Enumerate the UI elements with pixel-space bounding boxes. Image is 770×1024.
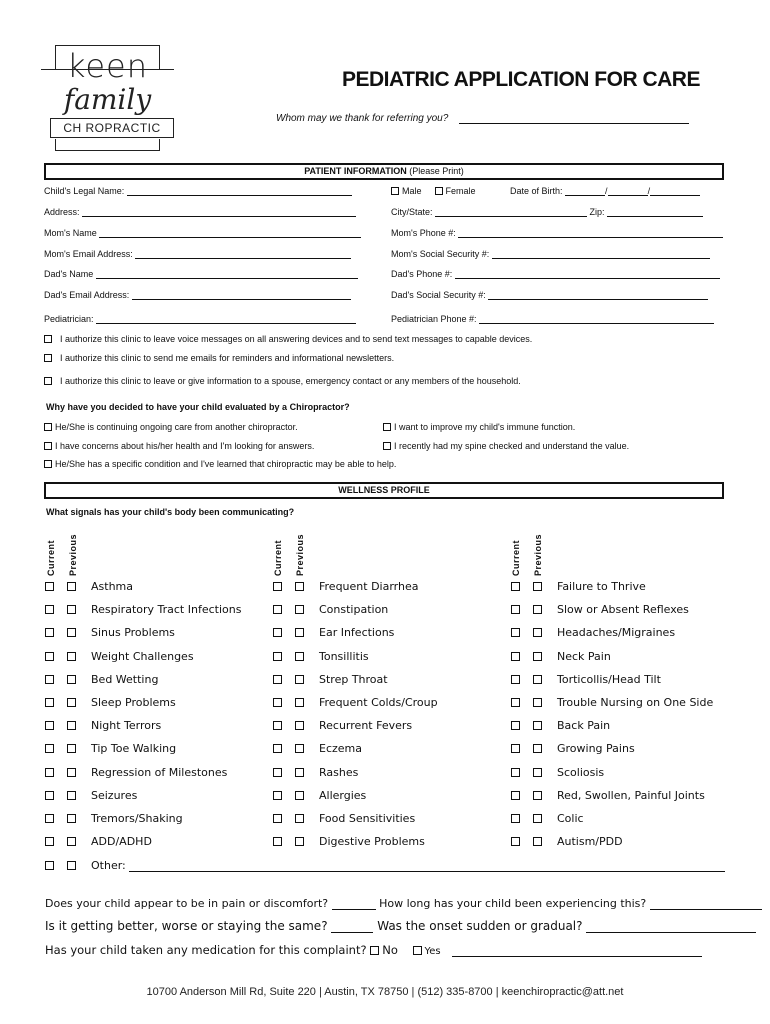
moms-name-row [44,228,361,238]
condition-previous-checkbox[interactable] [67,744,76,753]
female-label: Female [445,186,476,196]
reason-1-checkbox[interactable] [44,423,52,431]
condition-current-checkbox[interactable] [45,721,54,730]
followup-row-2 [45,919,756,933]
condition-current-checkbox[interactable] [45,837,54,846]
condition-label: Tonsillitis [319,650,369,663]
reason-3-checkbox[interactable] [44,442,52,450]
condition-label: Colic [557,812,584,825]
condition-label: Sinus Problems [91,626,175,639]
onset-input[interactable] [586,923,756,933]
pediatrician-phone-row [391,314,714,324]
pediatrician-row [44,314,356,324]
auth-email-checkbox[interactable] [44,354,52,362]
dads-phone-label: Dad's Phone #: [391,269,453,279]
condition-previous-checkbox[interactable] [67,652,76,661]
condition-current-checkbox[interactable] [511,582,520,591]
followup-row-3 [45,943,702,957]
condition-label: Frequent Colds/Croup [319,696,438,709]
reason-4-checkbox[interactable] [383,442,391,450]
condition-label: Growing Pains [557,742,635,755]
address-label: Address: [44,207,80,217]
condition-current-checkbox[interactable] [273,721,282,730]
condition-previous-checkbox[interactable] [533,814,542,823]
moms-email-input[interactable] [135,249,351,259]
patient-info-header [44,163,724,180]
dob-month-input[interactable] [565,186,605,196]
clinic-logo [41,45,174,151]
condition-previous-checkbox[interactable] [533,582,542,591]
condition-previous-checkbox[interactable] [295,582,304,591]
moms-phone-label: Mom's Phone #: [391,228,456,238]
auth-info-checkbox[interactable] [44,377,52,385]
condition-current-checkbox[interactable] [45,628,54,637]
condition-label: Recurrent Fevers [319,719,413,732]
followup-row-1 [45,897,762,910]
condition-previous-checkbox[interactable] [533,744,542,753]
condition-previous-checkbox[interactable] [67,698,76,707]
auth-email-row [44,353,394,363]
reason-1-row [44,422,298,432]
childs-name-row [44,186,352,196]
medication-details-input[interactable] [452,947,702,957]
condition-current-checkbox[interactable] [273,582,282,591]
moms-phone-input[interactable] [458,228,723,238]
condition-current-checkbox[interactable] [511,837,520,846]
condition-current-checkbox[interactable] [45,791,54,800]
dads-phone-row [391,269,720,279]
condition-current-checkbox[interactable] [273,791,282,800]
condition-previous-checkbox[interactable] [295,768,304,777]
col2-previous-header: Previous [295,533,305,576]
condition-current-checkbox[interactable] [45,652,54,661]
condition-previous-checkbox[interactable] [295,628,304,637]
dads-ssn-row [391,290,708,300]
pediatrician-input[interactable] [96,314,356,324]
sex-row [391,186,476,196]
auth-info-label: I authorize this clinic to leave or give information to a spouse, emergency contact or any members of the household. [60,376,521,386]
condition-label: Allergies [319,789,367,802]
condition-previous-checkbox[interactable] [295,791,304,800]
reason-4-label: I recently had my spine checked and understand the value. [394,441,630,451]
condition-previous-checkbox[interactable] [67,582,76,591]
condition-current-checkbox[interactable] [45,768,54,777]
condition-label: Food Sensitivities [319,812,416,825]
trend-question: Is it getting better, worse or staying the same? [45,919,328,933]
wellness-title: WELLNESS PROFILE [338,485,430,495]
moms-name-input[interactable] [99,228,361,238]
condition-current-checkbox[interactable] [45,605,54,614]
medication-yes-label: Yes [424,946,441,957]
condition-current-checkbox[interactable] [45,675,54,684]
patient-info-title: PATIENT INFORMATION [304,166,407,176]
male-checkbox[interactable] [391,187,399,195]
condition-current-checkbox[interactable] [45,744,54,753]
condition-previous-checkbox[interactable] [295,605,304,614]
condition-label: Digestive Problems [319,835,425,848]
condition-label: Regression of Milestones [91,766,228,779]
medication-yes-checkbox[interactable] [413,946,422,955]
pediatrician-label: Pediatrician: [44,314,94,324]
page-title: PEDIATRIC APPLICATION FOR CARE [342,68,700,91]
condition-label: Red, Swollen, Painful Joints [557,789,705,802]
condition-previous-checkbox[interactable] [295,744,304,753]
condition-label: Headaches/Migraines [557,626,676,639]
reason-5-checkbox[interactable] [44,460,52,468]
reasons-question: Why have you decided to have your child evaluated by a Chiropractor? [46,402,350,412]
condition-label: Ear Infections [319,626,395,639]
condition-label: Trouble Nursing on One Side [557,696,714,709]
condition-current-checkbox[interactable] [511,814,520,823]
other-label: Other: [91,859,725,872]
condition-previous-checkbox[interactable] [533,791,542,800]
condition-previous-checkbox[interactable] [533,768,542,777]
dads-name-label: Dad's Name [44,269,94,279]
auth-email-label: I authorize this clinic to send me emails for reminders and informational newsletters. [60,353,395,363]
condition-label: Neck Pain [557,650,611,663]
dob-year-input[interactable] [650,186,700,196]
condition-previous-checkbox[interactable] [67,791,76,800]
condition-current-checkbox[interactable] [511,721,520,730]
condition-label: Bed Wetting [91,673,159,686]
col1-previous-header: Previous [68,533,78,576]
reason-5-row [44,459,396,469]
condition-label: Strep Throat [319,673,388,686]
condition-previous-checkbox[interactable] [533,605,542,614]
dob-label: Date of Birth: [510,186,563,196]
condition-current-checkbox[interactable] [45,698,54,707]
moms-ssn-row [391,249,710,259]
condition-previous-checkbox[interactable] [295,837,304,846]
dads-name-row [44,269,358,279]
condition-label: Failure to Thrive [557,580,646,593]
referral-input[interactable] [459,114,689,124]
condition-current-checkbox[interactable] [273,837,282,846]
condition-label: Autism/PDD [557,835,623,848]
dob-row: Date of Birth: / / [510,186,700,196]
footer-contact: 10700 Anderson Mill Rd, Suite 220 | Austin, TX 78750 | (512) 335-8700 | keenchiropractic@att.net [146,986,624,998]
condition-previous-checkbox[interactable] [67,628,76,637]
condition-label: Back Pain [557,719,611,732]
pain-question: Does your child appear to be in pain or discomfort? [45,897,329,910]
pediatrician-phone-label: Pediatrician Phone #: [391,314,477,324]
condition-current-checkbox[interactable] [511,675,520,684]
condition-label: Weight Challenges [91,650,194,663]
condition-label: ADD/ADHD [91,835,152,848]
moms-phone-row [391,228,723,238]
condition-current-checkbox[interactable] [273,814,282,823]
condition-previous-checkbox[interactable] [67,768,76,777]
condition-current-checkbox[interactable] [511,628,520,637]
referral-label: Whom may we thank for referring you? [276,113,449,124]
condition-current-checkbox[interactable] [511,791,520,800]
condition-previous-checkbox[interactable] [533,675,542,684]
condition-current-checkbox[interactable] [273,698,282,707]
reason-3-row [44,441,314,451]
patient-info-note: (Please Print) [409,166,464,176]
medication-question: Has your child taken any medication for this complaint? [45,943,367,957]
dads-email-input[interactable] [132,290,351,300]
zip-input[interactable] [607,207,703,217]
condition-previous-checkbox[interactable] [295,652,304,661]
logo-keen-text: keen [66,47,149,85]
condition-previous-checkbox[interactable] [67,605,76,614]
condition-previous-checkbox[interactable] [295,698,304,707]
condition-previous-checkbox[interactable] [533,698,542,707]
condition-previous-checkbox[interactable] [295,814,304,823]
condition-previous-checkbox[interactable] [533,652,542,661]
condition-current-checkbox[interactable] [511,698,520,707]
condition-label: Slow or Absent Reflexes [557,603,689,616]
condition-label: Constipation [319,603,389,616]
reason-3-label: I have concerns about his/her health and I'm looking for answers. [55,441,315,451]
male-label: Male [402,186,422,196]
moms-ssn-input[interactable] [492,249,710,259]
onset-question: Was the onset sudden or gradual? [377,919,583,933]
condition-current-checkbox[interactable] [273,628,282,637]
dads-ssn-input[interactable] [488,290,708,300]
condition-label: Tremors/Shaking [91,812,183,825]
condition-current-checkbox[interactable] [273,605,282,614]
reason-1-label: He/She is continuing ongoing care from another chiropractor. [55,422,298,432]
city-state-label: City/State: [391,207,433,217]
condition-label: Frequent Diarrhea [319,580,419,593]
condition-current-checkbox[interactable] [273,768,282,777]
reason-2-checkbox[interactable] [383,423,391,431]
address-row [44,207,356,217]
auth-info-row [44,376,521,386]
female-checkbox[interactable] [435,187,443,195]
col1-current-header: Current [46,539,56,576]
condition-current-checkbox[interactable] [273,675,282,684]
childs-name-label: Child's Legal Name: [44,186,125,196]
dads-phone-input[interactable] [455,269,720,279]
condition-previous-checkbox[interactable] [295,721,304,730]
condition-label: Eczema [319,742,362,755]
condition-current-checkbox[interactable] [511,744,520,753]
condition-label: Respiratory Tract Infections [91,603,242,616]
moms-name-label: Mom's Name [44,228,97,238]
condition-current-checkbox[interactable] [511,652,520,661]
address-input[interactable] [82,207,356,217]
other-input[interactable] [129,861,725,872]
dads-email-label: Dad's Email Address: [44,290,130,300]
condition-label: Rashes [319,766,359,779]
dads-email-row [44,290,351,300]
auth-voice-checkbox[interactable] [44,335,52,343]
logo-chiropractic-text: CH ROPRACTIC [50,118,174,138]
referral-question [276,113,689,124]
logo-family-text: family [63,83,152,116]
reason-5-label: He/She has a specific condition and I've learned that chiropractic may be able to help. [55,459,397,469]
moms-email-row [44,249,351,259]
other-current-checkbox[interactable] [45,861,54,870]
condition-previous-checkbox[interactable] [67,721,76,730]
auth-voice-label: I authorize this clinic to leave voice messages on all answering devices and to send text messages to capable devices. [60,334,533,344]
condition-label: Asthma [91,580,133,593]
pain-input[interactable] [332,900,376,910]
dads-name-input[interactable] [96,269,358,279]
dads-ssn-label: Dad's Social Security #: [391,290,486,300]
col3-current-header: Current [511,539,521,576]
condition-previous-checkbox[interactable] [67,814,76,823]
other-previous-checkbox[interactable] [67,861,76,870]
condition-label: Torticollis/Head Tilt [557,673,661,686]
condition-current-checkbox[interactable] [511,605,520,614]
condition-current-checkbox[interactable] [45,582,54,591]
zip-label: Zip: [589,207,605,217]
condition-current-checkbox[interactable] [273,652,282,661]
condition-previous-checkbox[interactable] [533,721,542,730]
medication-no-checkbox[interactable] [370,946,379,955]
condition-label: Scoliosis [557,766,605,779]
duration-question: How long has your child been experiencing this? [379,897,647,910]
condition-label: Sleep Problems [91,696,176,709]
condition-previous-checkbox[interactable] [67,837,76,846]
condition-current-checkbox[interactable] [511,768,520,777]
auth-voice-row [44,334,532,344]
reason-2-row [383,422,575,432]
moms-email-label: Mom's Email Address: [44,249,133,259]
dob-day-input[interactable] [608,186,648,196]
condition-previous-checkbox[interactable] [295,675,304,684]
col2-current-header: Current [273,539,283,576]
city-state-input[interactable] [435,207,587,217]
wellness-question: What signals has your child's body been communicating? [46,507,295,517]
condition-previous-checkbox[interactable] [533,837,542,846]
childs-name-input[interactable] [127,186,352,196]
moms-ssn-label: Mom's Social Security #: [391,249,490,259]
condition-current-checkbox[interactable] [45,814,54,823]
condition-previous-checkbox[interactable] [67,675,76,684]
condition-label: Seizures [91,789,138,802]
condition-label: Tip Toe Walking [91,742,177,755]
trend-input[interactable] [331,923,373,933]
col3-previous-header: Previous [533,533,543,576]
city-row [391,207,703,217]
condition-label: Night Terrors [91,719,162,732]
pediatrician-phone-input[interactable] [479,314,714,324]
reason-2-label: I want to improve my child's immune function. [394,422,576,432]
condition-current-checkbox[interactable] [273,744,282,753]
wellness-header [44,482,724,499]
reason-4-row [383,441,629,451]
medication-no-label: No [382,943,398,957]
condition-previous-checkbox[interactable] [533,628,542,637]
duration-input[interactable] [650,900,762,910]
